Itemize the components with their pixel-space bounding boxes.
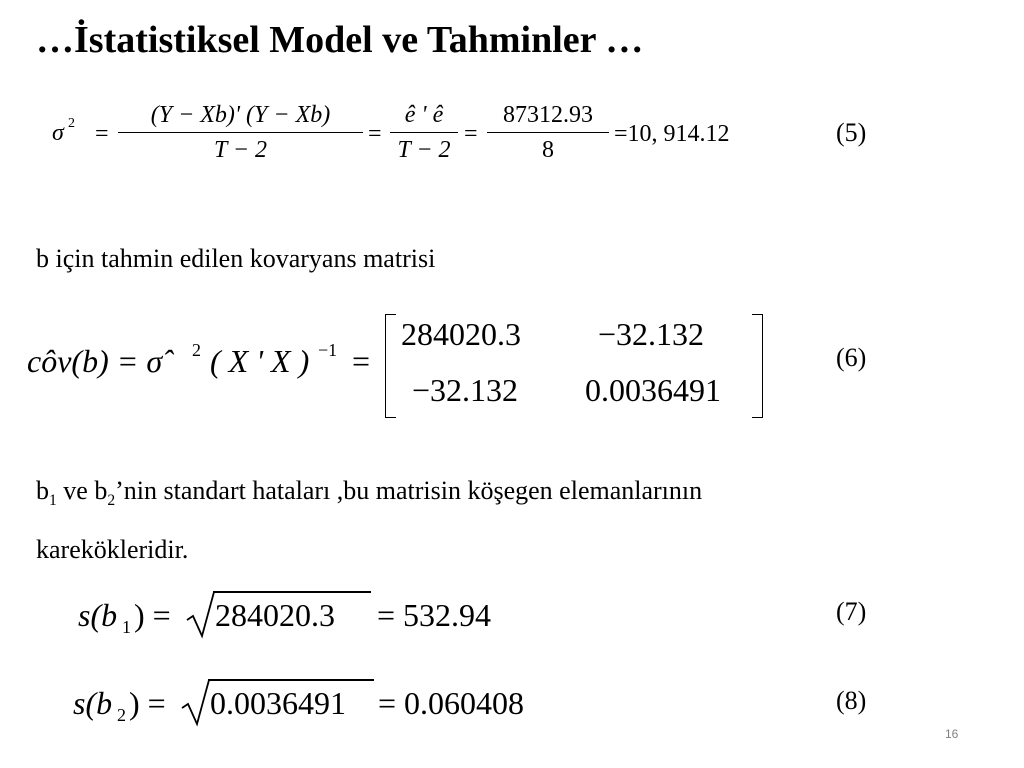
s-b1-lhs-post: ) = (134, 597, 171, 633)
fraction-2-numerator: ê ' ê (404, 102, 444, 128)
fraction-3-numerator: 87312.93 (503, 102, 593, 128)
sigma-hat-exponent: 2 (192, 340, 201, 360)
equation-7-label: (7) (836, 597, 867, 626)
fraction-1-numerator: (Y − Xb)' (Y − Xb) (150, 102, 331, 128)
equation-7-result: = 532.94 (377, 597, 492, 633)
s-b1-subscript: 1 (122, 617, 131, 637)
sigma-symbol: σ (52, 120, 64, 146)
b-subscript-1: 1 (49, 492, 57, 510)
sigma-exponent: 2 (68, 116, 75, 131)
fraction-2 (390, 101, 458, 164)
standard-errors-text-line2: karekökleridir. (36, 535, 189, 564)
b-symbol: b (36, 476, 49, 505)
slide-number: 16 (945, 727, 959, 741)
fraction-1-denominator: T − 2 (213, 137, 268, 164)
radicand-1: 284020.3 (215, 597, 335, 633)
fraction-2-bar (390, 132, 458, 133)
equation-8-result: = 0.060408 (378, 685, 525, 721)
equals-sign: = (95, 121, 109, 147)
s-b2-lhs-post: ) = (129, 685, 166, 721)
fraction-1 (118, 101, 363, 164)
sqrt-icon (185, 590, 217, 640)
matrix-cell-12: −32.132 (598, 316, 705, 352)
equation-6-label: (6) (836, 343, 867, 372)
inverse-exponent: −1 (318, 340, 338, 360)
equation-8-label: (8) (836, 686, 867, 715)
s-b1-lhs-pre: s(b (78, 597, 118, 633)
equals-sign: = (352, 343, 371, 379)
covariance-matrix (385, 314, 763, 416)
sqrt-icon (180, 678, 212, 728)
fraction-3-denominator: 8 (542, 137, 554, 164)
equals-sign: = (464, 121, 478, 147)
fraction-2-denominator: T − 2 (397, 137, 451, 164)
s-b2-lhs-pre: s(b (73, 685, 113, 721)
equation-5-result: =10, 914.12 (614, 121, 730, 147)
cov-lhs: côv(b) = σ̂ (27, 343, 163, 379)
b-subscript-2: 2 (107, 492, 116, 510)
equation-5-label: (5) (836, 118, 867, 147)
equals-sign: = (368, 121, 382, 147)
matrix-cell-11: 284020.3 (401, 316, 521, 352)
fraction-3-bar (487, 132, 609, 133)
fraction-3 (487, 101, 609, 164)
sqrt-bar (213, 591, 371, 593)
matrix-left-bracket (385, 314, 396, 418)
text-ve-b: ve b (56, 476, 108, 505)
matrix-right-bracket (752, 314, 763, 418)
matrix-cell-21: −32.132 (412, 372, 519, 408)
radicand-2: 0.0036491 (210, 685, 346, 721)
xtx-term: ( X ' X ) (210, 343, 310, 379)
text-rest: ’nin standart hataları ,bu matrisin köşegen elemanlarının (115, 476, 703, 505)
sqrt-bar (208, 679, 374, 681)
slide-title: …İstatistiksel Model ve Tahminler … (36, 19, 644, 61)
s-b2-subscript: 2 (117, 705, 126, 725)
matrix-cell-22: 0.0036491 (585, 372, 721, 408)
covariance-intro-text: b için tahmin edilen kovaryans matrisi (36, 244, 436, 273)
standard-errors-text (36, 476, 702, 510)
fraction-1-bar (118, 132, 363, 133)
